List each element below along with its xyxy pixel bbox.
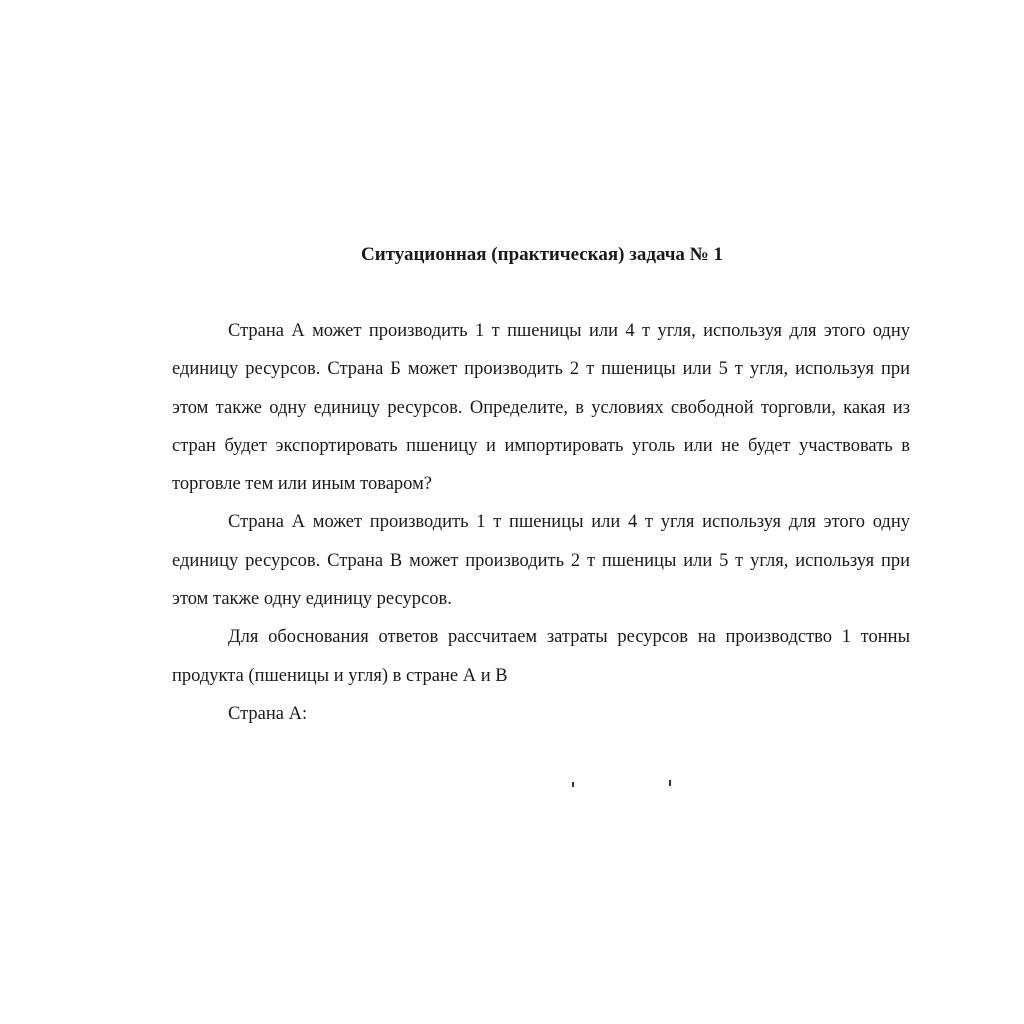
paragraph-restatement: Страна А может производить 1 т пшеницы или 4 т угля используя для этого одну единицу ресурсов. Страна В может производить 2 т пшеницы или 5 т угля, используя при этом также одну единицу ресурсов. [172, 512, 910, 610]
paragraph-problem-statement: Страна А может производить 1 т пшеницы или 4 т угля, используя для этого одну единицу ресурсов. Страна Б может производить 2 т пшеницы или 5 т угля, используя при этом также одну единицу ресурсов. Определите, в условиях свободной торговли, какая из стран будет экспортировать пшеницу и импортировать уголь или не будет участвовать в торговле тем или иным товаром? [172, 321, 910, 495]
problem-title: Ситуационная (практическая) задача № 1 [360, 244, 723, 265]
formula-tick-right [669, 780, 671, 786]
paragraph-country-a-label: Страна А: [228, 703, 308, 724]
formula-tick-left [572, 782, 574, 787]
problem-body [172, 312, 910, 733]
paragraph-calculation-intro: Для обоснования ответов рассчитаем затраты ресурсов на производство 1 тонны продукта (пшеницы и угля) в стране А и В [172, 627, 910, 686]
